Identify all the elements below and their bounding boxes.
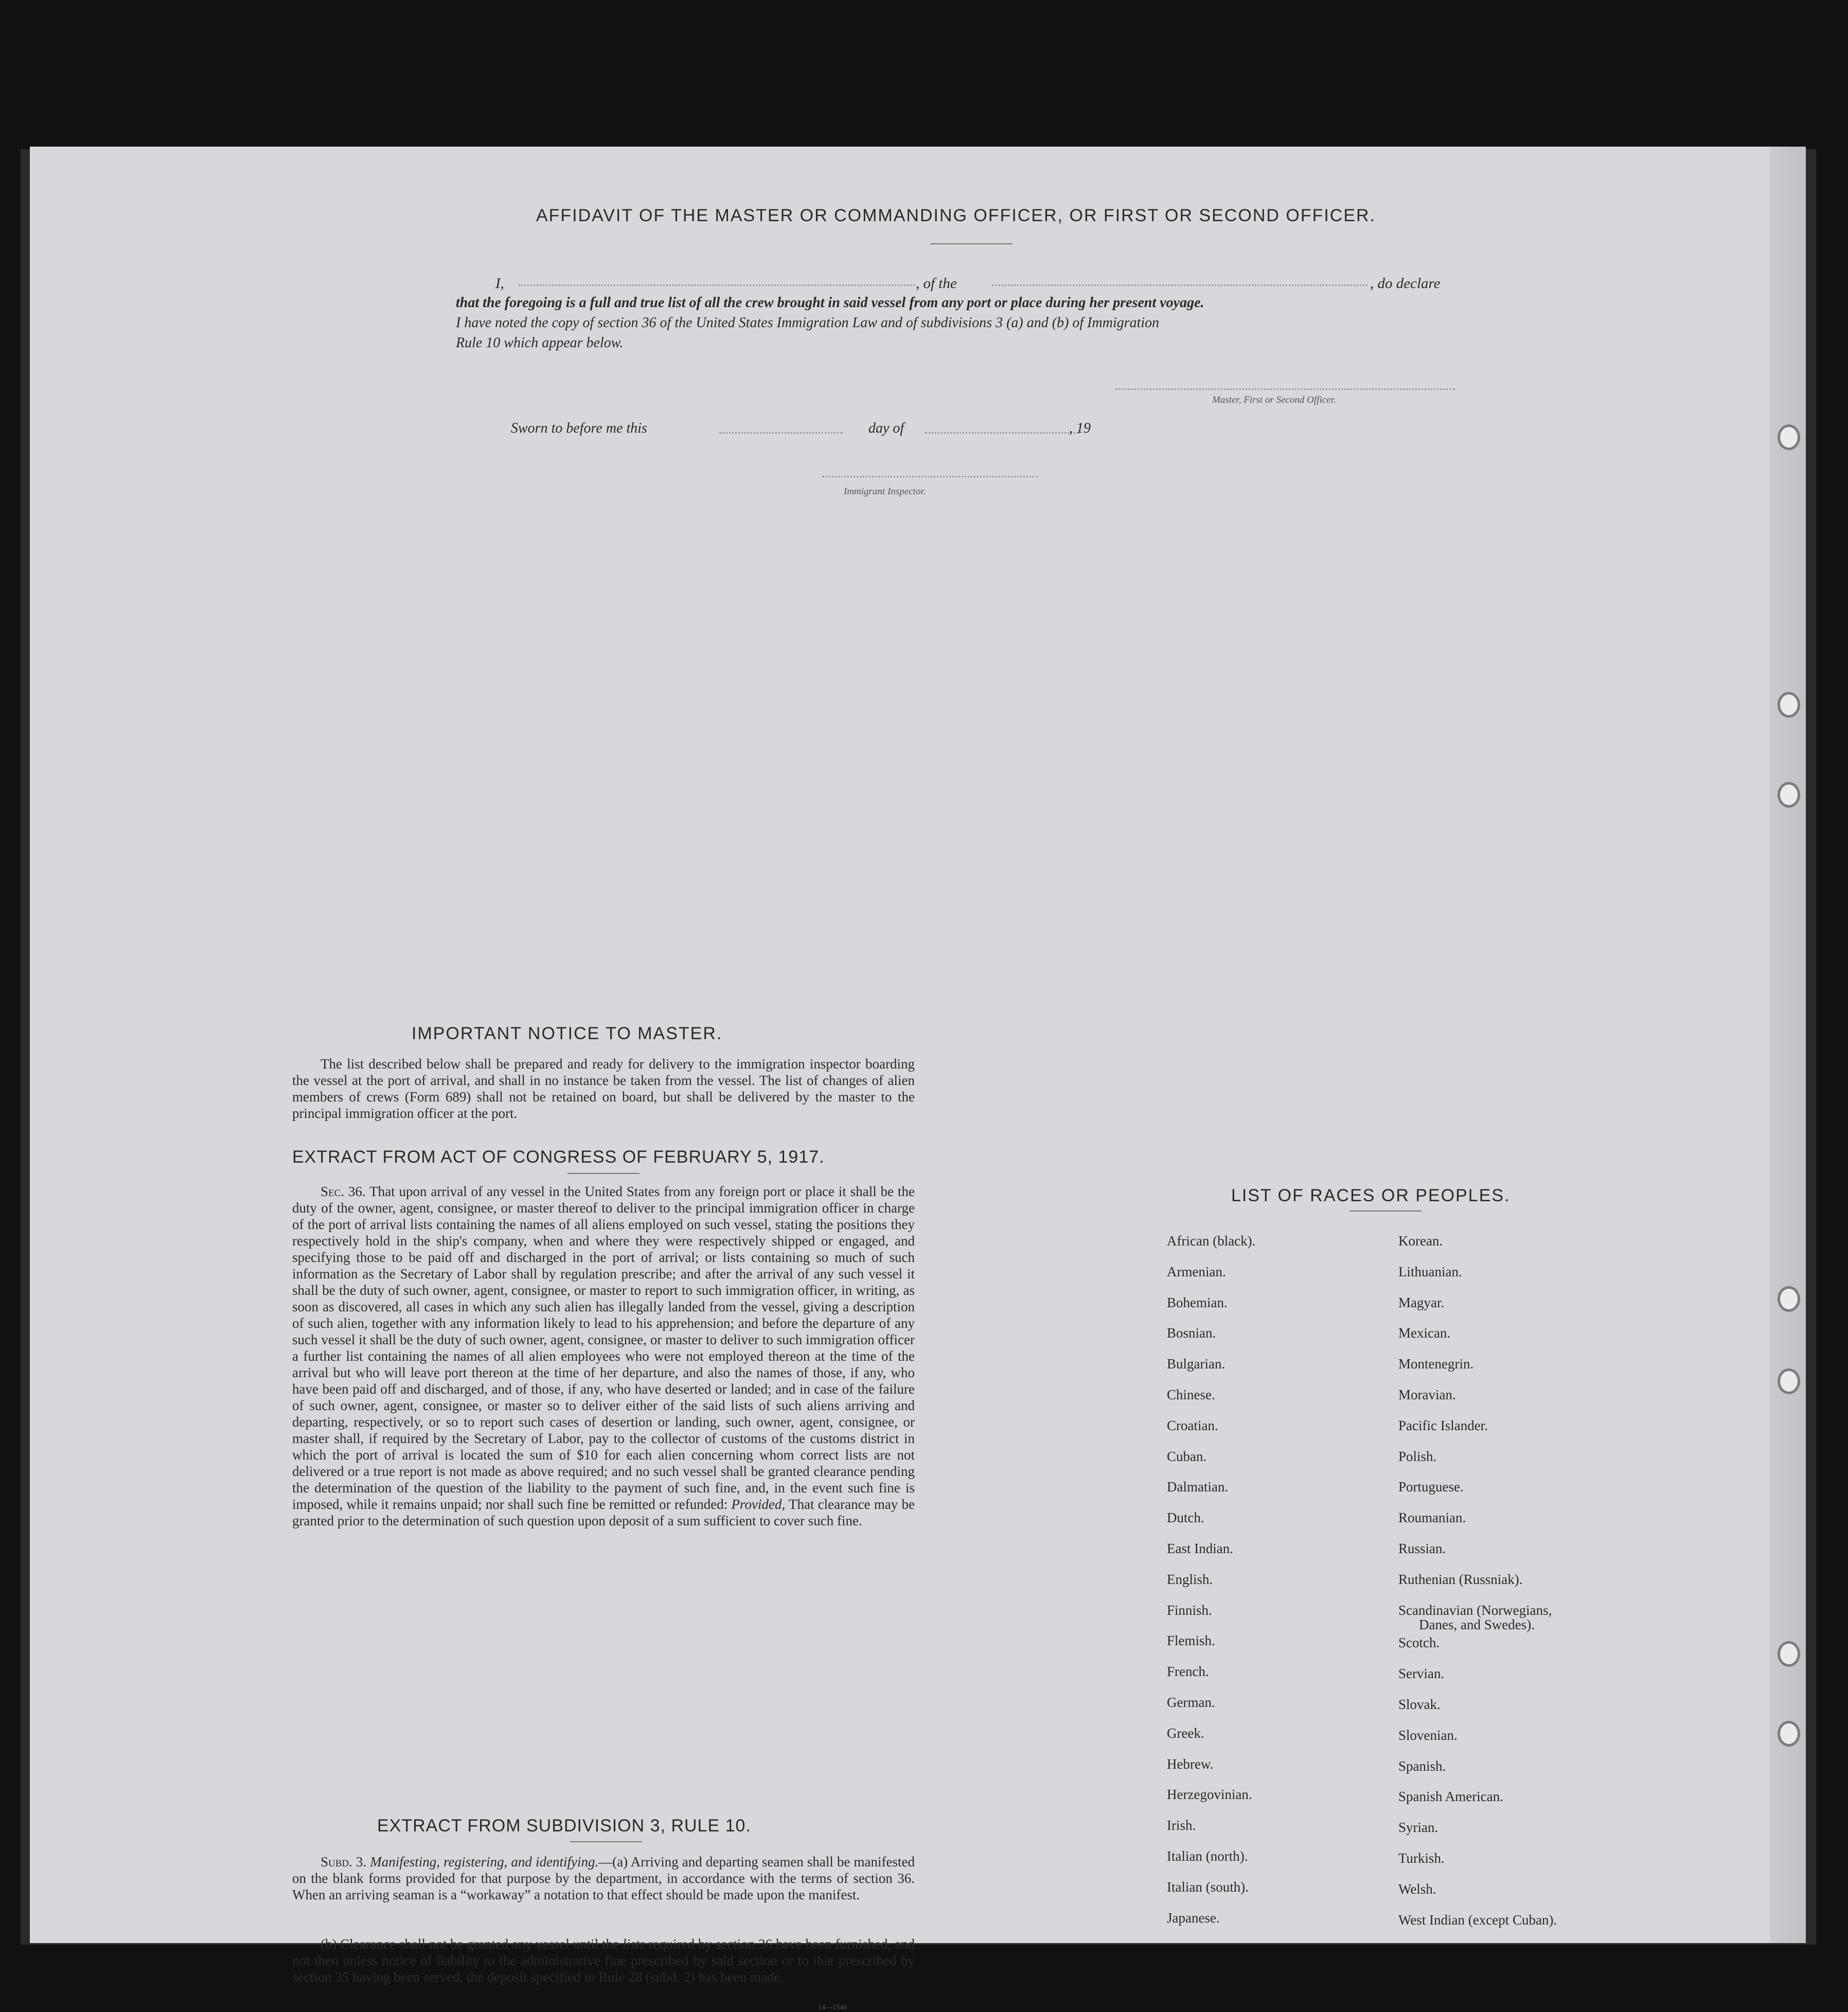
affidavit-line-3: I have noted the copy of section 36 of the United States Immigration Law and of subdivisions 3 (a) and (b) of Immigration xyxy=(456,315,1160,331)
race-item: Cuban. xyxy=(1167,1448,1207,1464)
race-item: Italian (south). xyxy=(1167,1879,1249,1895)
signature-line[interactable] xyxy=(1115,388,1455,390)
race-item: Herzegovinian. xyxy=(1167,1787,1252,1803)
race-item: Croatian. xyxy=(1167,1417,1218,1433)
race-item: Italian (north). xyxy=(1167,1848,1248,1864)
binder-hole-icon xyxy=(1778,1721,1800,1747)
race-item: Turkish. xyxy=(1398,1850,1445,1866)
race-item: Bosnian. xyxy=(1167,1325,1216,1341)
race-item: Slovak. xyxy=(1398,1697,1441,1712)
race-item: Japanese. xyxy=(1167,1910,1220,1926)
notice-body: The list described below shall be prepared and ready for delivery to the immigration inspector boarding the vessel at the port of arrival, and shall in no instance be taken from the vessel. The list of changes of alien members of crews (Form 689) shall not be retained on board, but shall be delivered by the master to the principal immigration officer at the port. xyxy=(292,1056,915,1121)
race-item: Lithuanian. xyxy=(1398,1263,1462,1279)
extract-rule-divider xyxy=(570,1841,642,1842)
affidavit-line-4: Rule 10 which appear below. xyxy=(456,335,624,351)
race-item: Moravian. xyxy=(1398,1387,1456,1402)
page-stack-edge xyxy=(1770,147,1806,1943)
sworn-text: Sworn to before me this xyxy=(511,420,647,436)
subd-b-rest: required by section 36 have been furnished, and not then unless notice of liability to the administrative fine prescribed by said section or to that prescribed by section 35 having been served, the deposit specified in Rule 28 (subd. 2) has been made. xyxy=(292,1936,915,1985)
notice-title: IMPORTANT NOTICE TO MASTER. xyxy=(412,1024,723,1043)
subd-b-prefix: (b) Clearance shall not be granted any vessel until the xyxy=(321,1936,619,1952)
binder-hole-icon xyxy=(1778,1286,1800,1312)
races-rule xyxy=(1349,1210,1421,1212)
extract-rule-title: EXTRACT FROM SUBDIVISION 3, RULE 10. xyxy=(377,1816,751,1836)
race-item: Polish. xyxy=(1398,1448,1437,1464)
race-item: Flemish. xyxy=(1167,1633,1215,1649)
sec-body-end: That clearance may be granted prior to the determination of such question upon deposit of a sum sufficient to cover such fine. xyxy=(292,1497,915,1528)
subd-para-a xyxy=(292,1854,915,1903)
race-item: Slovenian. xyxy=(1398,1727,1458,1743)
race-item: Korean. xyxy=(1398,1233,1443,1249)
subd-a-text: —(a) Arriving and departing seamen shall be manifested on the blank forms provided for that purpose by the department, in accordance with the terms of section 36. When an arriving seaman is a “workaway” a notation to that effect should be made upon the manifest. xyxy=(292,1854,915,1902)
race-item: Portuguese. xyxy=(1398,1479,1464,1495)
race-item: Pacific Islander. xyxy=(1398,1417,1488,1433)
race-item: Russian. xyxy=(1398,1541,1446,1556)
race-item: French. xyxy=(1167,1664,1209,1680)
day-blank[interactable] xyxy=(719,432,843,434)
races-title: LIST OF RACES OR PEOPLES. xyxy=(1231,1186,1511,1205)
title-rule xyxy=(930,243,1012,244)
affidavit-i: I, xyxy=(495,275,504,292)
binder-hole-icon xyxy=(1778,692,1800,718)
race-item: Montenegrin. xyxy=(1398,1356,1474,1372)
binder-hole-icon xyxy=(1778,424,1800,450)
race-item: German. xyxy=(1167,1695,1215,1710)
affidavit-title: AFFIDAVIT OF THE MASTER OR COMMANDING OFFICER, OR FIRST OR SECOND OFFICER. xyxy=(536,206,1376,225)
binder-hole-icon xyxy=(1778,1368,1800,1394)
binder-hole-icon xyxy=(1778,782,1800,808)
sec-label: Sec. 36. xyxy=(321,1184,366,1199)
race-item: East Indian. xyxy=(1167,1541,1233,1556)
race-item: Danes, and Swedes). xyxy=(1419,1616,1535,1632)
inspector-signature-line[interactable] xyxy=(822,476,1038,477)
race-item: Finnish. xyxy=(1167,1602,1212,1618)
race-item: Hebrew. xyxy=(1167,1756,1214,1772)
vessel-blank[interactable] xyxy=(992,284,1367,286)
extract-rule xyxy=(567,1173,639,1174)
extract-act-body xyxy=(292,1183,915,1529)
race-item: Scotch. xyxy=(1398,1635,1440,1651)
race-item: Irish. xyxy=(1167,1818,1196,1833)
race-item: Spanish. xyxy=(1398,1758,1446,1774)
day-of-text: day of xyxy=(868,420,904,436)
race-item: Chinese. xyxy=(1167,1387,1215,1402)
proviso: Provided, xyxy=(731,1497,786,1512)
month-blank[interactable] xyxy=(925,432,1079,434)
form-number: 14—1340 xyxy=(818,2004,847,2011)
subd-b-lists: lists xyxy=(622,1936,645,1952)
race-item: Dalmatian. xyxy=(1167,1479,1229,1495)
name-blank[interactable] xyxy=(519,284,915,286)
race-item: Bulgarian. xyxy=(1167,1356,1225,1372)
race-item: English. xyxy=(1167,1571,1213,1587)
signature-caption: Master, First or Second Officer. xyxy=(1212,395,1336,405)
affidavit-declare: , do declare xyxy=(1370,275,1441,292)
sec-body: That upon arrival of any vessel in the United States from any foreign port or place it shall be the duty of the owner, agent, consignee, or master thereof to deliver to the principal immigration officer in charge of the port of arrival lists containing the names of all aliens employed on such vessel, stating the positions they respectively hold in the ship's company, when and where they were respectively shipped or engaged, and specifying those to be paid off and discharged in the port of arrival; or lists containing so much of such information as the Secretary of Labor shall by regulation prescribe; and after the arrival of any such vessel it shall be the duty of such owner, agent, consignee, or master to report to such immigration officer, in writing, as soon as discovered, all cases in which any such alien has illegally landed from the vessel, giving a description of such alien, together with any information likely to lead to his apprehension; and before the departure of any such vessel it shall be the duty of such owner, agent, consignee, or master to deliver to such immigration officer a further list containing the names of all alien employees who were not employed thereon at the time of the arrival but who will leave port thereon at the time of her departure, and also the names of those, if any, who have been paid off and discharged, and of those, if any, who have deserted or landed; and in case of the failure of such owner, agent, consignee, or master so to deliver either of the said lists of such aliens arriving and departing, respectively, or so to report such cases of desertion or landing, such owner, agent, consignee, or master shall, if required by the Secretary of Labor, pay to the collector of customs of the customs district in which the port of arrival is located the sum of $10 for each alien concerning whom correct lists are not delivered or a true report is not made as above required; and no such vessel shall be granted clearance pending the determination of the question of the liability to the payment of such fine, and, in the event such fine is imposed, while it remains unpaid; nor shall such fine be remitted or refunded: xyxy=(292,1184,915,1512)
race-item: Magyar. xyxy=(1398,1294,1445,1310)
race-item: Armenian. xyxy=(1167,1263,1226,1279)
race-item: Ruthenian (Russniak). xyxy=(1398,1571,1523,1587)
subd-para-b xyxy=(292,1936,915,1985)
year-prefix: , 19 xyxy=(1069,420,1091,436)
race-item: Servian. xyxy=(1398,1666,1445,1682)
extract-act-title: EXTRACT FROM ACT OF CONGRESS OF FEBRUARY 5, 1917. xyxy=(292,1147,825,1167)
document-page xyxy=(30,147,1806,2011)
race-item: Greek. xyxy=(1167,1725,1204,1741)
race-item: African (black). xyxy=(1167,1233,1256,1249)
race-item: Dutch. xyxy=(1167,1510,1204,1526)
subd-label: Subd. 3. xyxy=(321,1854,367,1869)
binder-hole-icon xyxy=(1778,1641,1800,1667)
race-item: West Indian (except Cuban). xyxy=(1398,1912,1557,1928)
affidavit-of-the: , of the xyxy=(916,275,957,292)
race-item: Bohemian. xyxy=(1167,1294,1228,1310)
inspector-caption: Immigrant Inspector. xyxy=(844,486,926,497)
race-item: Welsh. xyxy=(1398,1881,1436,1897)
affidavit-line-2: that the foregoing is a full and true list of all the crew brought in said vessel from any port or place during her present voyage. xyxy=(456,295,1204,311)
race-item: Scandinavian (Norwegians, xyxy=(1398,1602,1552,1618)
race-item: Mexican. xyxy=(1398,1325,1451,1341)
race-item: Roumanian. xyxy=(1398,1510,1466,1526)
subd-heading: Manifesting, registering, and identifying. xyxy=(370,1854,599,1869)
race-item: Spanish American. xyxy=(1398,1789,1503,1805)
race-item: Syrian. xyxy=(1398,1820,1438,1836)
